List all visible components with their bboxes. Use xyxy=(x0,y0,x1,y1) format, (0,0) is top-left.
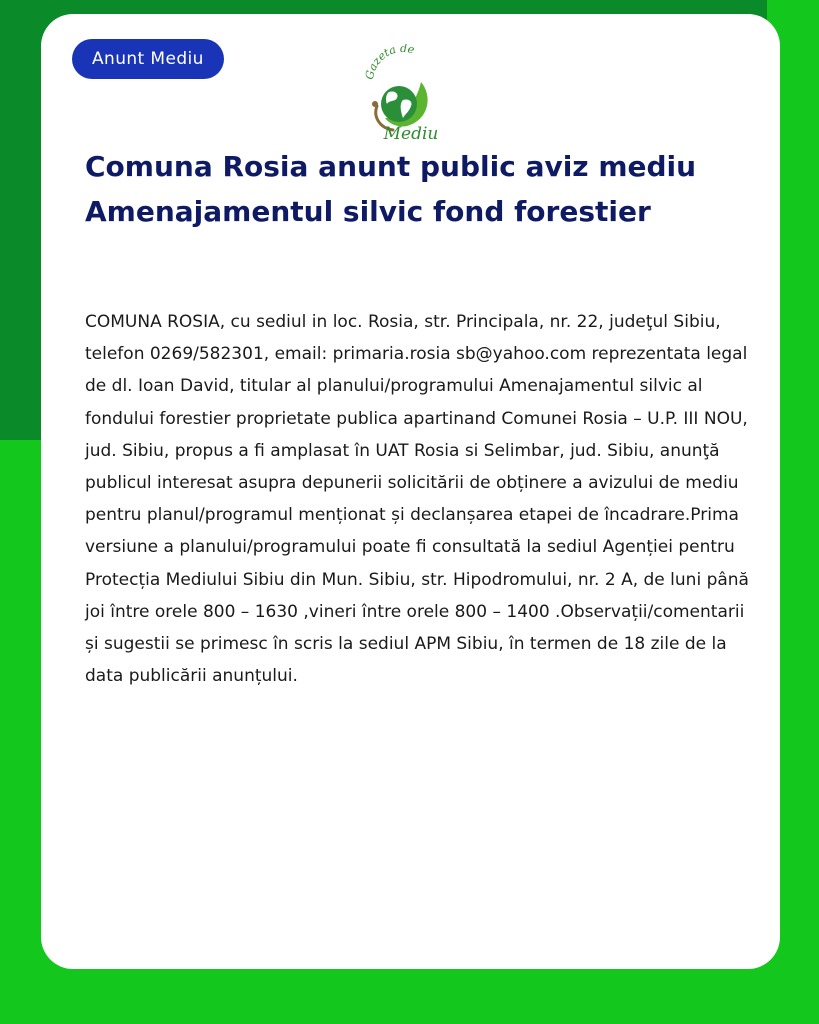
article-title: Comuna Rosia anunt public aviz mediu Amenajamentul silvic fond forestier xyxy=(85,150,697,228)
category-badge[interactable]: Anunt Mediu xyxy=(72,39,224,79)
article-body: COMUNA ROSIA, cu sediul in loc. Rosia, str. Principala, nr. 22, judeţul Sibiu, telefon 0269/582301, email: primaria.rosia sb@yahoo.com reprezentata legal de dl. Ioan David, titular al planului/programului Amenajamentul silvic al fondului forestier proprietate publica apartinand Comunei Rosia – U.P. III NOU, jud. Sibiu, propus a fi amplasat în UAT Rosia si Selimbar, jud. Sibiu, anunţă publicul interesat asupra depunerii solicitării de obținere a avizului de mediu pentru planul/programul menționat și declanșarea etapei de încadrare.Prima versiune a planului/programului poate fi consultată la sediul Agenției pentru Protecția Mediului Sibiu din Mun. Sibiu, str. Hipodromului, nr. 2 A, de luni până joi între orele 800 – 1630 ,vineri între orele 800 – 1400 .Observații/comentarii și sugestii se primesc în scris la sediul APM Sibiu, în termen de 18 zile de la data publicării anunțului. xyxy=(85,312,749,687)
svg-text:Gazeta de: Gazeta de xyxy=(362,44,416,81)
svg-text:Mediu: Mediu xyxy=(383,124,439,142)
gazeta-de-mediu-logo-icon xyxy=(359,44,445,142)
announcement-card xyxy=(41,14,780,969)
